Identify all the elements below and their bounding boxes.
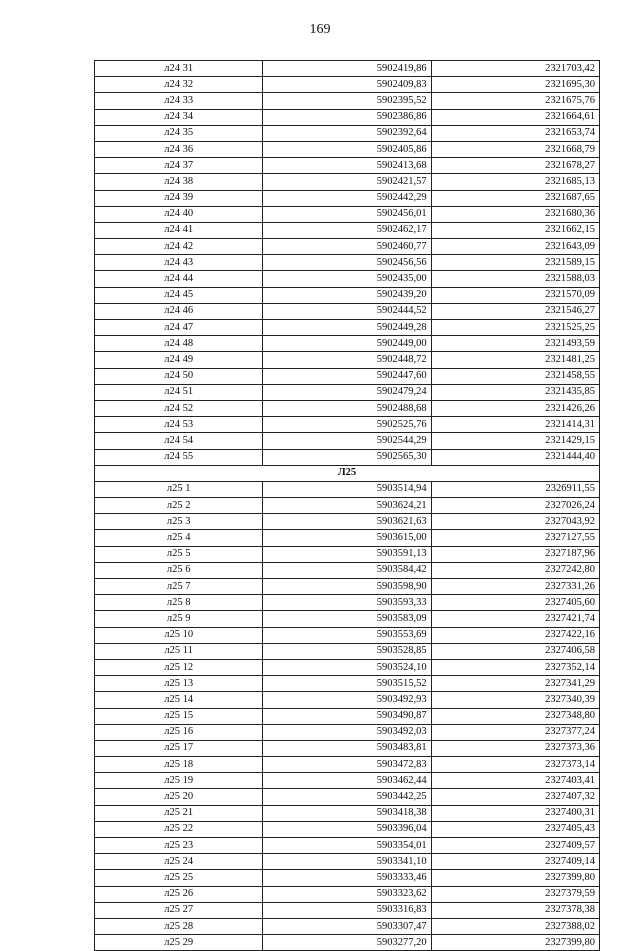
x-coordinate-cell: 5903354,01 — [263, 838, 431, 854]
table-row — [95, 724, 600, 740]
point-label-cell: л24 34 — [95, 109, 263, 125]
point-label-cell: л25 28 — [95, 918, 263, 934]
table-row — [95, 158, 600, 174]
x-coordinate-cell: 5902449,28 — [263, 320, 431, 336]
point-label-cell: л25 23 — [95, 838, 263, 854]
x-coordinate-cell: 5902447,60 — [263, 368, 431, 384]
y-coordinate-cell: 2321664,61 — [431, 109, 599, 125]
page-number: 169 — [309, 22, 331, 37]
x-coordinate-cell: 5903472,83 — [263, 757, 431, 773]
table-row — [95, 174, 600, 190]
point-label-cell: л24 43 — [95, 255, 263, 271]
table-row — [95, 368, 600, 384]
y-coordinate-cell: 2327043,92 — [431, 514, 599, 530]
x-coordinate-cell: 5902395,52 — [263, 93, 431, 109]
table-row — [95, 562, 600, 578]
y-coordinate-cell: 2321458,55 — [431, 368, 599, 384]
x-coordinate-cell: 5903492,03 — [263, 724, 431, 740]
point-label-cell: л25 9 — [95, 611, 263, 627]
table-row — [95, 821, 600, 837]
x-coordinate-cell: 5903277,20 — [263, 935, 431, 951]
y-coordinate-cell: 2327405,60 — [431, 595, 599, 611]
table-row — [95, 595, 600, 611]
x-coordinate-cell: 5902449,00 — [263, 336, 431, 352]
table-row — [95, 579, 600, 595]
x-coordinate-cell: 5902479,24 — [263, 384, 431, 400]
table-row — [95, 627, 600, 643]
coordinates-table — [94, 60, 600, 951]
table-row — [95, 109, 600, 125]
point-label-cell: л25 8 — [95, 595, 263, 611]
point-label-cell: л24 50 — [95, 368, 263, 384]
x-coordinate-cell: 5903584,42 — [263, 562, 431, 578]
table-row — [95, 206, 600, 222]
table-row — [95, 77, 600, 93]
y-coordinate-cell: 2321643,09 — [431, 239, 599, 255]
x-coordinate-cell: 5903528,85 — [263, 643, 431, 659]
x-coordinate-cell: 5902386,86 — [263, 109, 431, 125]
y-coordinate-cell: 2321589,15 — [431, 255, 599, 271]
x-coordinate-cell: 5902409,83 — [263, 77, 431, 93]
table-row — [95, 498, 600, 514]
y-coordinate-cell: 2321678,27 — [431, 158, 599, 174]
x-coordinate-cell: 5902439,20 — [263, 287, 431, 303]
point-label-cell: л24 35 — [95, 125, 263, 141]
point-label-cell: л24 49 — [95, 352, 263, 368]
y-coordinate-cell: 2327407,32 — [431, 789, 599, 805]
table-row — [95, 271, 600, 287]
table-row — [95, 918, 600, 934]
point-label-cell: л25 6 — [95, 562, 263, 578]
table-row — [95, 417, 600, 433]
point-label-cell: л25 17 — [95, 740, 263, 756]
table-row — [95, 352, 600, 368]
table-row — [95, 708, 600, 724]
table-row — [95, 773, 600, 789]
y-coordinate-cell: 2321525,25 — [431, 320, 599, 336]
point-label-cell: л24 41 — [95, 222, 263, 238]
y-coordinate-cell: 2327399,80 — [431, 870, 599, 886]
table-row — [95, 789, 600, 805]
table-row — [95, 303, 600, 319]
x-coordinate-cell: 5903483,81 — [263, 740, 431, 756]
x-coordinate-cell: 5903553,69 — [263, 627, 431, 643]
x-coordinate-cell: 5902392,64 — [263, 125, 431, 141]
x-coordinate-cell: 5903514,94 — [263, 481, 431, 497]
point-label-cell: л24 37 — [95, 158, 263, 174]
point-label-cell: л25 21 — [95, 805, 263, 821]
y-coordinate-cell: 2321570,09 — [431, 287, 599, 303]
y-coordinate-cell: 2327373,14 — [431, 757, 599, 773]
y-coordinate-cell: 2321435,85 — [431, 384, 599, 400]
table-row — [95, 805, 600, 821]
point-label-cell: л24 38 — [95, 174, 263, 190]
x-coordinate-cell: 5903591,13 — [263, 546, 431, 562]
y-coordinate-cell: 2327406,58 — [431, 643, 599, 659]
x-coordinate-cell: 5902413,68 — [263, 158, 431, 174]
x-coordinate-cell: 5902435,00 — [263, 271, 431, 287]
table-row — [95, 384, 600, 400]
y-coordinate-cell: 2321444,40 — [431, 449, 599, 465]
table-row — [95, 141, 600, 157]
table-row — [95, 93, 600, 109]
table-row — [95, 190, 600, 206]
x-coordinate-cell: 5903615,00 — [263, 530, 431, 546]
x-coordinate-cell: 5902448,72 — [263, 352, 431, 368]
y-coordinate-cell: 2327377,24 — [431, 724, 599, 740]
x-coordinate-cell: 5903593,33 — [263, 595, 431, 611]
y-coordinate-cell: 2321429,15 — [431, 433, 599, 449]
y-coordinate-cell: 2327399,80 — [431, 935, 599, 951]
y-coordinate-cell: 2327187,96 — [431, 546, 599, 562]
group-header-cell: Л25 — [95, 465, 600, 481]
x-coordinate-cell: 5902444,52 — [263, 303, 431, 319]
y-coordinate-cell: 2327379,59 — [431, 886, 599, 902]
point-label-cell: л25 15 — [95, 708, 263, 724]
x-coordinate-cell: 5903598,90 — [263, 579, 431, 595]
point-label-cell: л24 47 — [95, 320, 263, 336]
table-row — [95, 854, 600, 870]
y-coordinate-cell: 2327348,80 — [431, 708, 599, 724]
point-label-cell: л24 52 — [95, 400, 263, 416]
x-coordinate-cell: 5903418,38 — [263, 805, 431, 821]
point-label-cell: л24 42 — [95, 239, 263, 255]
point-label-cell: л24 36 — [95, 141, 263, 157]
x-coordinate-cell: 5903624,21 — [263, 498, 431, 514]
group-header-row — [95, 465, 600, 481]
point-label-cell: л25 25 — [95, 870, 263, 886]
x-coordinate-cell: 5902488,68 — [263, 400, 431, 416]
x-coordinate-cell: 5902405,86 — [263, 141, 431, 157]
point-label-cell: л24 48 — [95, 336, 263, 352]
y-coordinate-cell: 2321481,25 — [431, 352, 599, 368]
table-row — [95, 676, 600, 692]
point-label-cell: л25 12 — [95, 659, 263, 675]
y-coordinate-cell: 2327026,24 — [431, 498, 599, 514]
x-coordinate-cell: 5903323,62 — [263, 886, 431, 902]
point-label-cell: л24 55 — [95, 449, 263, 465]
y-coordinate-cell: 2327409,14 — [431, 854, 599, 870]
point-label-cell: л24 53 — [95, 417, 263, 433]
y-coordinate-cell: 2327421,74 — [431, 611, 599, 627]
y-coordinate-cell: 2326911,55 — [431, 481, 599, 497]
point-label-cell: л25 7 — [95, 579, 263, 595]
y-coordinate-cell: 2327405,43 — [431, 821, 599, 837]
point-label-cell: л25 16 — [95, 724, 263, 740]
point-label-cell: л24 45 — [95, 287, 263, 303]
y-coordinate-cell: 2321685,13 — [431, 174, 599, 190]
point-label-cell: л25 20 — [95, 789, 263, 805]
x-coordinate-cell: 5902456,01 — [263, 206, 431, 222]
table-row — [95, 239, 600, 255]
point-label-cell: л25 11 — [95, 643, 263, 659]
table-row — [95, 449, 600, 465]
table-row — [95, 530, 600, 546]
point-label-cell: л24 44 — [95, 271, 263, 287]
point-label-cell: л24 33 — [95, 93, 263, 109]
point-label-cell: л24 39 — [95, 190, 263, 206]
point-label-cell: л24 51 — [95, 384, 263, 400]
point-label-cell: л25 29 — [95, 935, 263, 951]
x-coordinate-cell: 5903307,47 — [263, 918, 431, 934]
y-coordinate-cell: 2327400,31 — [431, 805, 599, 821]
table-row — [95, 692, 600, 708]
x-coordinate-cell: 5903442,25 — [263, 789, 431, 805]
table-row — [95, 222, 600, 238]
y-coordinate-cell: 2321680,36 — [431, 206, 599, 222]
y-coordinate-cell: 2321653,74 — [431, 125, 599, 141]
x-coordinate-cell: 5902421,57 — [263, 174, 431, 190]
y-coordinate-cell: 2327422,16 — [431, 627, 599, 643]
point-label-cell: л25 14 — [95, 692, 263, 708]
y-coordinate-cell: 2327127,55 — [431, 530, 599, 546]
y-coordinate-cell: 2327340,39 — [431, 692, 599, 708]
table-row — [95, 400, 600, 416]
y-coordinate-cell: 2321662,15 — [431, 222, 599, 238]
y-coordinate-cell: 2321414,31 — [431, 417, 599, 433]
table-row — [95, 61, 600, 77]
x-coordinate-cell: 5903396,04 — [263, 821, 431, 837]
x-coordinate-cell: 5903462,44 — [263, 773, 431, 789]
point-label-cell: л24 46 — [95, 303, 263, 319]
x-coordinate-cell: 5902456,56 — [263, 255, 431, 271]
y-coordinate-cell: 2327388,02 — [431, 918, 599, 934]
table-row — [95, 740, 600, 756]
table-row — [95, 643, 600, 659]
y-coordinate-cell: 2321588,03 — [431, 271, 599, 287]
y-coordinate-cell: 2321687,65 — [431, 190, 599, 206]
x-coordinate-cell: 5903524,10 — [263, 659, 431, 675]
x-coordinate-cell: 5902419,86 — [263, 61, 431, 77]
y-coordinate-cell: 2327331,26 — [431, 579, 599, 595]
y-coordinate-cell: 2321703,42 — [431, 61, 599, 77]
point-label-cell: л25 13 — [95, 676, 263, 692]
point-label-cell: л25 1 — [95, 481, 263, 497]
table-row — [95, 514, 600, 530]
x-coordinate-cell: 5902525,76 — [263, 417, 431, 433]
y-coordinate-cell: 2327373,36 — [431, 740, 599, 756]
table-row — [95, 886, 600, 902]
x-coordinate-cell: 5902565,30 — [263, 449, 431, 465]
y-coordinate-cell: 2327378,38 — [431, 902, 599, 918]
y-coordinate-cell: 2321675,76 — [431, 93, 599, 109]
point-label-cell: л25 10 — [95, 627, 263, 643]
x-coordinate-cell: 5903621,63 — [263, 514, 431, 530]
point-label-cell: л25 27 — [95, 902, 263, 918]
point-label-cell: л24 32 — [95, 77, 263, 93]
table-row — [95, 125, 600, 141]
x-coordinate-cell: 5903316,83 — [263, 902, 431, 918]
x-coordinate-cell: 5902544,29 — [263, 433, 431, 449]
table-row — [95, 757, 600, 773]
x-coordinate-cell: 5903333,46 — [263, 870, 431, 886]
x-coordinate-cell: 5902442,29 — [263, 190, 431, 206]
table-row — [95, 838, 600, 854]
point-label-cell: л25 26 — [95, 886, 263, 902]
x-coordinate-cell: 5903490,87 — [263, 708, 431, 724]
table-row — [95, 611, 600, 627]
point-label-cell: л24 31 — [95, 61, 263, 77]
x-coordinate-cell: 5903583,09 — [263, 611, 431, 627]
y-coordinate-cell: 2327409,57 — [431, 838, 599, 854]
point-label-cell: л25 22 — [95, 821, 263, 837]
x-coordinate-cell: 5902462,17 — [263, 222, 431, 238]
point-label-cell: л25 3 — [95, 514, 263, 530]
y-coordinate-cell: 2321546,27 — [431, 303, 599, 319]
table-row — [95, 336, 600, 352]
x-coordinate-cell: 5903341,10 — [263, 854, 431, 870]
y-coordinate-cell: 2321493,59 — [431, 336, 599, 352]
point-label-cell: л24 54 — [95, 433, 263, 449]
table-row — [95, 659, 600, 675]
y-coordinate-cell: 2327352,14 — [431, 659, 599, 675]
x-coordinate-cell: 5903492,93 — [263, 692, 431, 708]
table-row — [95, 870, 600, 886]
x-coordinate-cell: 5903515,52 — [263, 676, 431, 692]
y-coordinate-cell: 2327403,41 — [431, 773, 599, 789]
point-label-cell: л25 4 — [95, 530, 263, 546]
y-coordinate-cell: 2327242,80 — [431, 562, 599, 578]
y-coordinate-cell: 2321695,30 — [431, 77, 599, 93]
point-label-cell: л25 2 — [95, 498, 263, 514]
table-row — [95, 287, 600, 303]
table-row — [95, 481, 600, 497]
point-label-cell: л24 40 — [95, 206, 263, 222]
point-label-cell: л25 24 — [95, 854, 263, 870]
y-coordinate-cell: 2321426,26 — [431, 400, 599, 416]
table-row — [95, 433, 600, 449]
point-label-cell: л25 5 — [95, 546, 263, 562]
table-row — [95, 320, 600, 336]
table-row — [95, 255, 600, 271]
y-coordinate-cell: 2321668,79 — [431, 141, 599, 157]
table-row — [95, 546, 600, 562]
point-label-cell: л25 19 — [95, 773, 263, 789]
point-label-cell: л25 18 — [95, 757, 263, 773]
y-coordinate-cell: 2327341,29 — [431, 676, 599, 692]
table-row — [95, 935, 600, 951]
coordinates-table-body — [95, 61, 600, 951]
x-coordinate-cell: 5902460,77 — [263, 239, 431, 255]
